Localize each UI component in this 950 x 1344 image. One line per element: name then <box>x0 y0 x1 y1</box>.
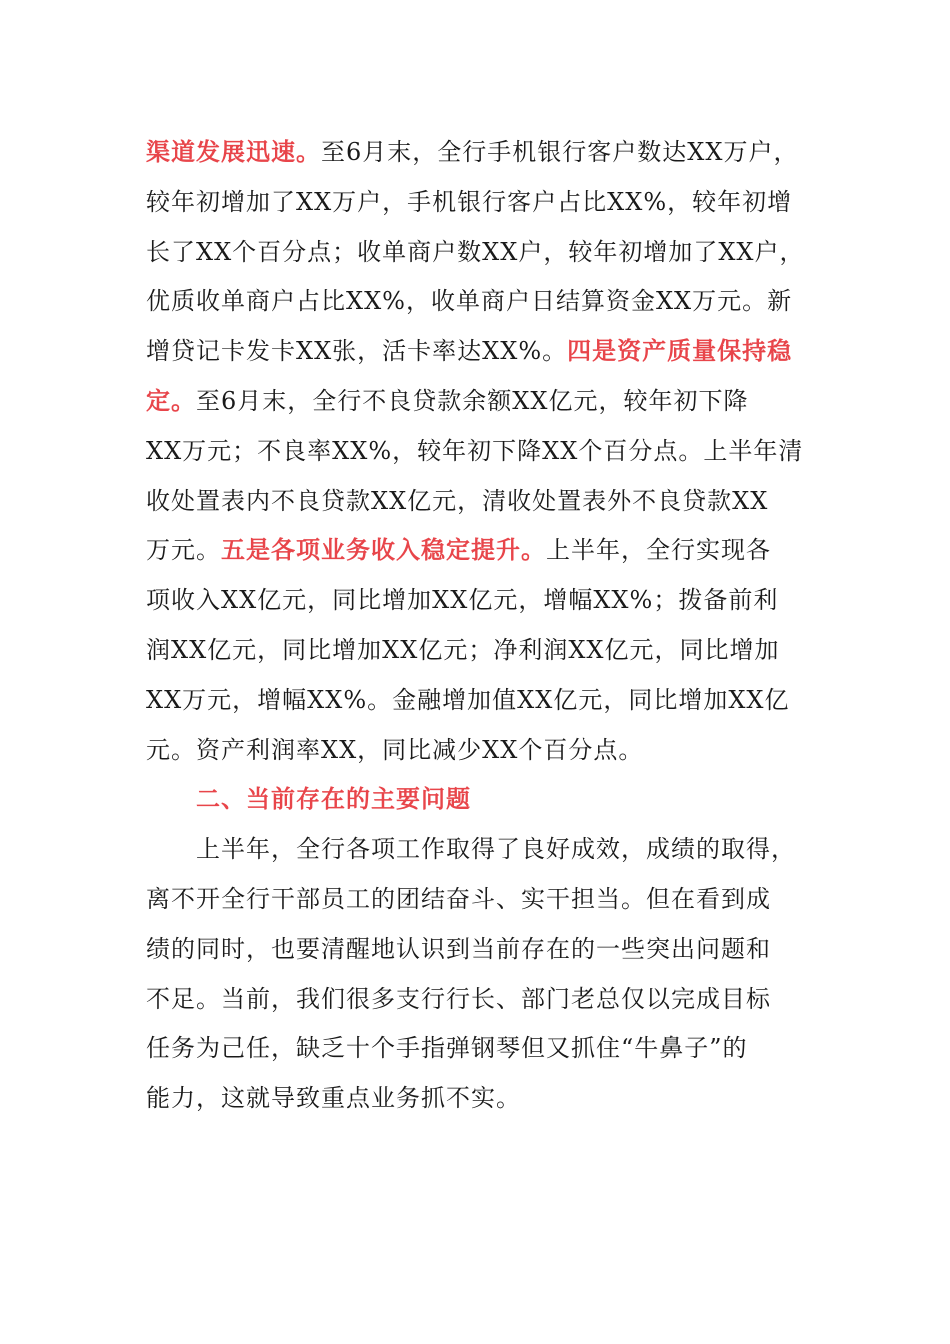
paragraph-line-5: 任务为己任，缺乏十个手指弹钢琴但又抓住“牛鼻子”的 <box>146 1034 748 1063</box>
text-line-12 <box>146 676 826 726</box>
text-line-11 <box>146 626 826 676</box>
highlight-phrase: 渠道发展迅速。 <box>146 138 321 166</box>
body-text: 至6月末，全行不良贷款余额XX亿元，较年初下降 <box>196 386 749 415</box>
text-line-6 <box>146 377 826 427</box>
paragraph-line-4: 不足。当前，我们很多支行行长、部门老总仅以完成目标 <box>146 984 771 1013</box>
body-text: 长了XX个百分点；收单商户数XX户，较年初增加了XX户， <box>146 237 805 266</box>
section-heading: 二、当前存在的主要问题 <box>196 785 471 814</box>
document-body <box>146 128 826 1124</box>
text-line-3 <box>146 228 826 278</box>
body-text: 润XX亿元，同比增加XX亿元；净利润XX亿元，同比增加 <box>146 635 780 664</box>
paragraph-line-3: 绩的同时，也要清醒地认识到当前存在的一些突出问题和 <box>146 934 771 963</box>
text-line-10 <box>146 576 826 626</box>
body-text: 项收入XX亿元，同比增加XX亿元，增幅XX%；拨备前利 <box>146 586 779 615</box>
text-line-9 <box>146 526 826 576</box>
text-line-2 <box>146 178 826 228</box>
body-text: 元。资产利润率XX，同比减少XX个百分点。 <box>146 735 644 764</box>
body-text: XX万元；不良率XX%，较年初下降XX个百分点。上半年清 <box>146 436 804 465</box>
text-line-5 <box>146 327 826 377</box>
text-line-8 <box>146 477 826 527</box>
body-text: 增贷记卡发卡XX张，活卡率达XX%。 <box>146 337 568 366</box>
body-text: 上半年，全行实现各 <box>546 536 771 565</box>
paragraph-line-6: 能力，这就导致重点业务抓不实。 <box>146 1084 521 1113</box>
text-line-4 <box>146 277 826 327</box>
body-text: 至6月末，全行手机银行客户数达XX万户， <box>321 138 799 166</box>
text-line-1 <box>146 128 826 178</box>
body-text: 收处置表内不良贷款XX亿元，清收处置表外不良贷款XX <box>146 486 769 515</box>
text-line-13 <box>146 726 826 776</box>
body-text: XX万元，增幅XX%。金融增加值XX亿元，同比增加XX亿 <box>146 685 790 714</box>
highlight-phrase: 五是各项业务收入稳定提升。 <box>221 536 546 565</box>
highlight-phrase: 定。 <box>146 386 196 415</box>
highlight-phrase: 四是资产质量保持稳 <box>567 337 793 366</box>
text-line-7 <box>146 427 826 477</box>
body-text: 万元。 <box>146 536 221 565</box>
paragraph-line-2: 离不开全行干部员工的团结奋斗、实干担当。但在看到成 <box>146 884 771 913</box>
body-text: 较年初增加了XX万户，手机银行客户占比XX%，较年初增 <box>146 187 793 216</box>
paragraph-line-1: 上半年，全行各项工作取得了良好成效，成绩的取得， <box>196 835 796 864</box>
body-text: 优质收单商户占比XX%，收单商户日结算资金XX万元。新 <box>146 287 793 316</box>
